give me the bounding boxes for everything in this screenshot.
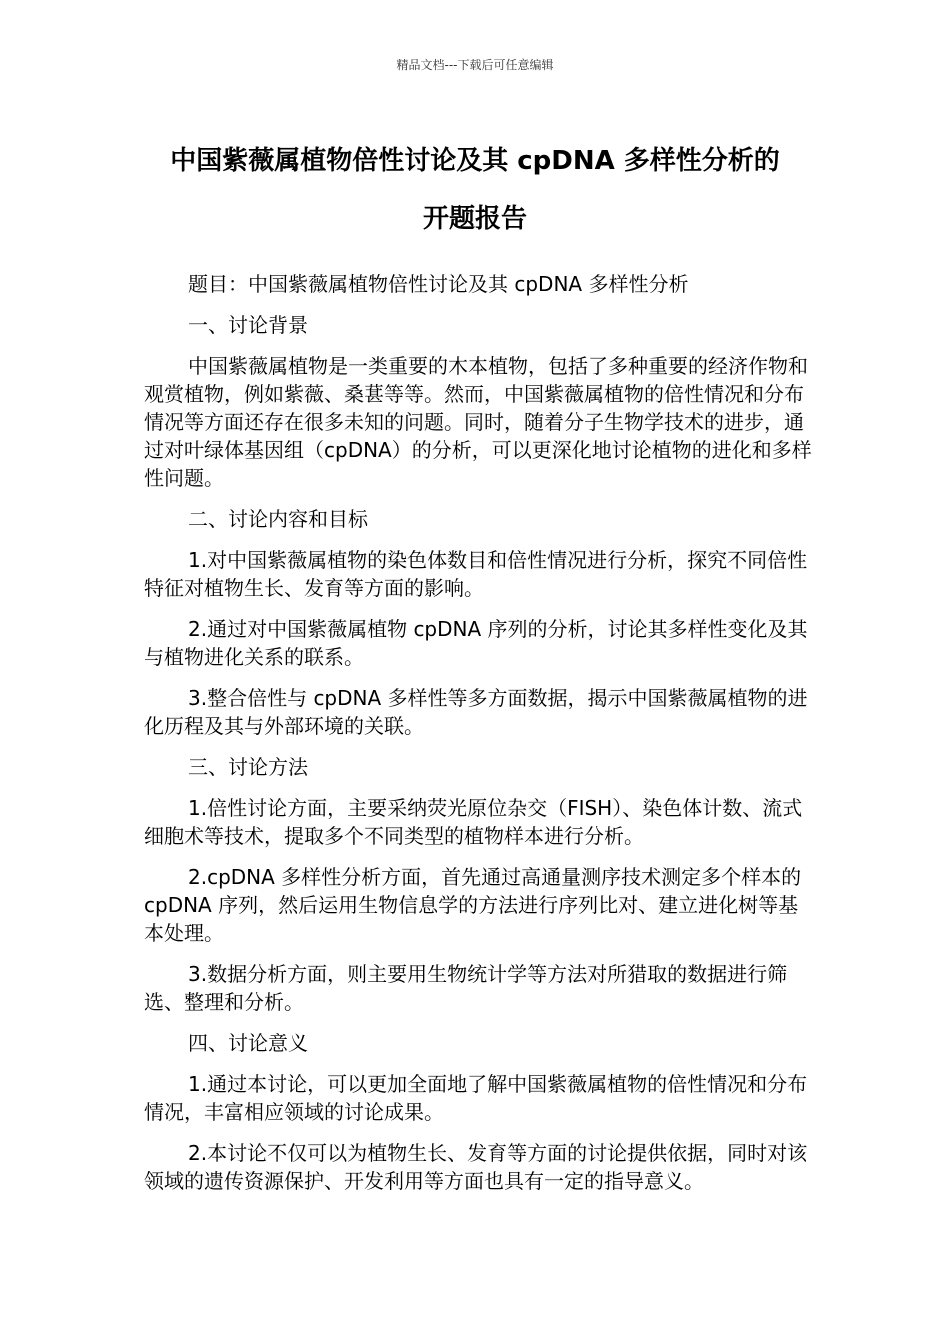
title-line-1: 中国紫薇属植物倍性讨论及其 cpDNA 多样性分析的	[170, 146, 780, 176]
document-body	[144, 270, 812, 1208]
section-heading-significance: 四、讨论意义	[188, 1031, 308, 1055]
page-header: 精品文档---下载后可任意编辑	[396, 58, 554, 72]
method-item-3: 3.数据分析方面，则主要用生物统计学等方法对所猎取的数据进行筛选、整理和分析。	[144, 962, 788, 1014]
significance-item-2: 2.本讨论不仅可以为植物生长、发育等方面的讨论提供依据，同时对该领域的遗传资源保护、开发利用等方面也具有一定的指导意义。	[144, 1141, 808, 1193]
method-item-1: 1.倍性讨论方面，主要采纳荧光原位杂交（FISH）、染色体计数、流式细胞术等技术，提取多个不同类型的植物样本进行分析。	[144, 796, 803, 848]
goal-item-2: 2.通过对中国紫薇属植物 cpDNA 序列的分析，讨论其多样性变化及其与植物进化关系的联系。	[144, 617, 808, 669]
goal-item-3: 3.整合倍性与 cpDNA 多样性等多方面数据，揭示中国紫薇属植物的进化历程及其与外部环境的关联。	[144, 686, 808, 738]
title-line-2: 开题报告	[422, 204, 527, 234]
significance-item-1: 1.通过本讨论，可以更加全面地了解中国紫薇属植物的倍性情况和分布情况，丰富相应领域的讨论成果。	[144, 1072, 808, 1124]
section-heading-content-goals: 二、讨论内容和目标	[188, 507, 368, 531]
method-item-2: 2.cpDNA 多样性分析方面，首先通过高通量测序技术测定多个样本的 cpDNA 序列，然后运用生物信息学的方法进行序列比对、建立进化树等基本处理。	[144, 865, 802, 945]
section-heading-methods: 三、讨论方法	[188, 755, 308, 779]
subject-line: 题目：中国紫薇属植物倍性讨论及其 cpDNA 多样性分析	[188, 272, 689, 296]
section-heading-background: 一、讨论背景	[188, 313, 308, 337]
paragraph-background: 中国紫薇属植物是一类重要的木本植物，包括了多种重要的经济作物和观赏植物，例如紫薇、桑葚等等。然而，中国紫薇属植物的倍性情况和分布情况等方面还存在很多未知的问题。同时，随着分子生物学技术的进步，通过对叶绿体基因组（cpDNA）的分析，可以更深化地讨论植物的进化和多样性问题。	[144, 354, 812, 490]
goal-item-1: 1.对中国紫薇属植物的染色体数目和倍性情况进行分析，探究不同倍性特征对植物生长、发育等方面的影响。	[144, 548, 808, 600]
document-title	[110, 132, 840, 248]
